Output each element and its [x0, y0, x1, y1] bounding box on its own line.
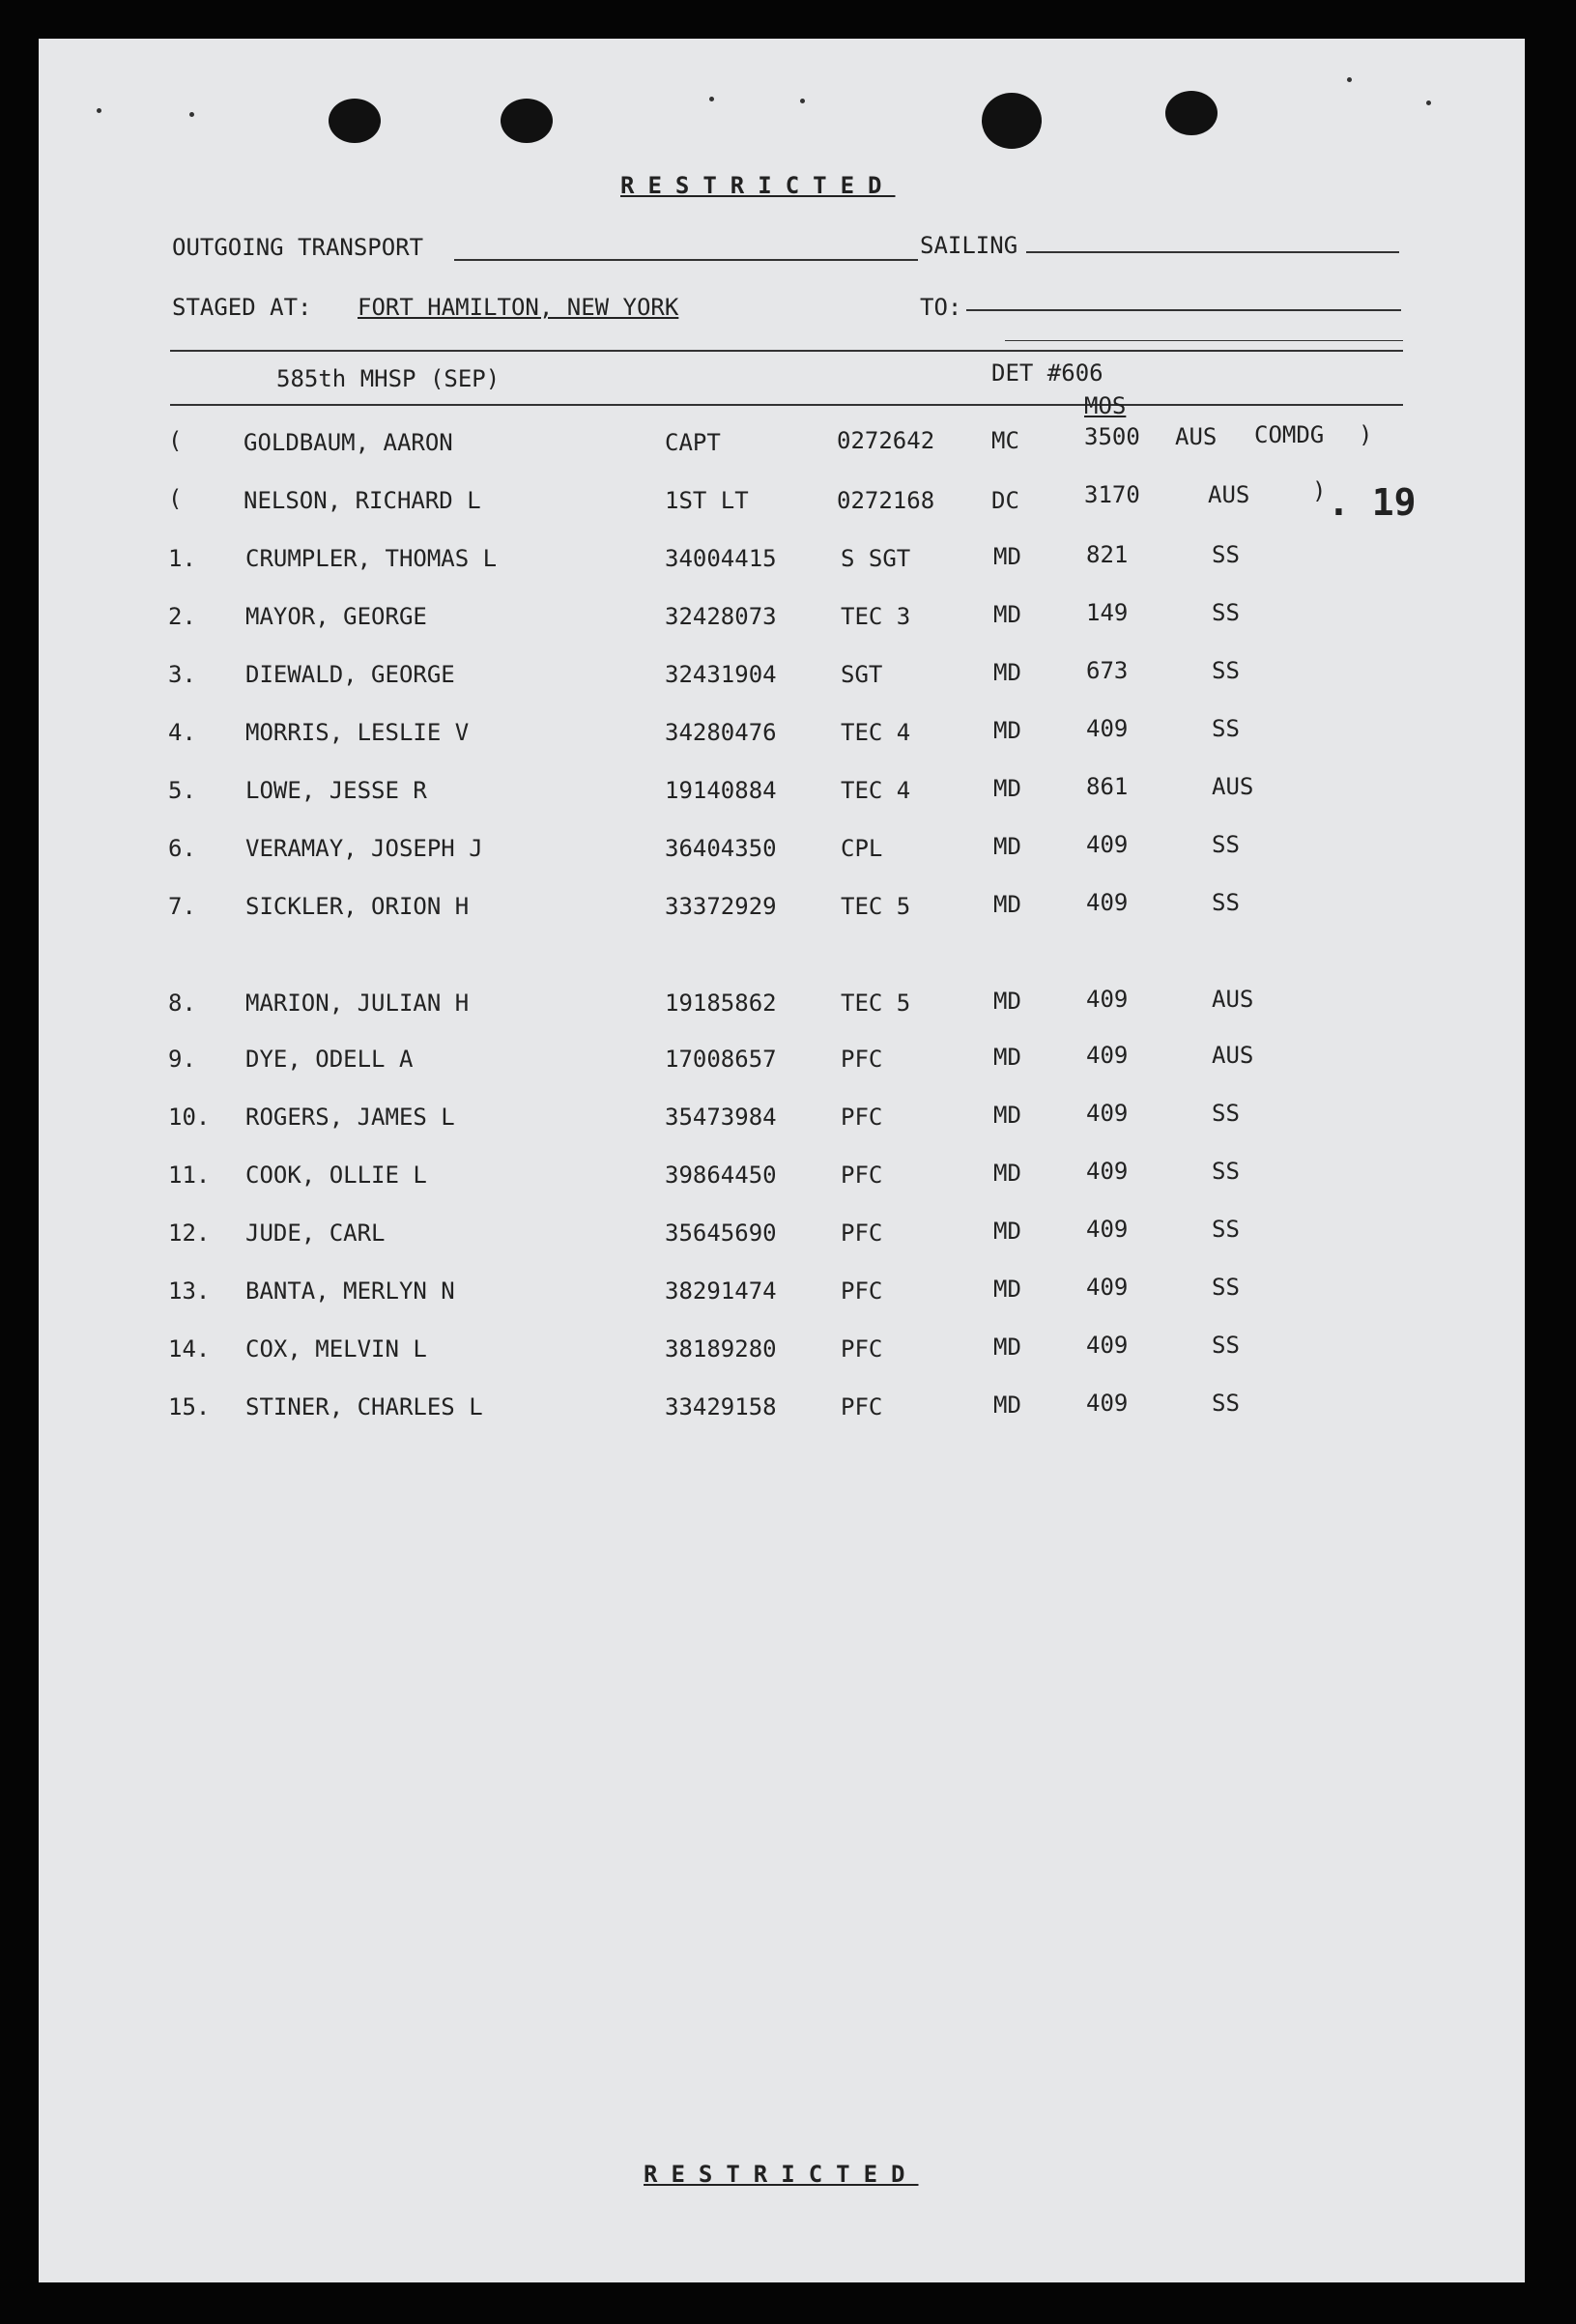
note-cell: COMDG	[1254, 421, 1325, 448]
paper-speck	[800, 99, 805, 103]
mos-cell: 409	[1086, 715, 1129, 742]
row-marker: (	[168, 427, 183, 454]
mos-cell: 861	[1086, 773, 1129, 800]
serial-cell: 34004415	[665, 545, 777, 572]
rank-cell: TEC 4	[841, 719, 911, 746]
row-number: 10.	[168, 1104, 211, 1131]
transport-blank-line	[454, 259, 918, 261]
mos-cell: 409	[1086, 1274, 1129, 1301]
serial-cell: 17008657	[665, 1046, 777, 1073]
branch-cell: DC	[991, 487, 1019, 514]
document-page	[39, 39, 1525, 2282]
component-cell: SS	[1212, 715, 1240, 742]
rank-cell: PFC	[841, 1335, 883, 1363]
header-rule-1b	[1005, 340, 1403, 341]
component-cell: AUS	[1212, 986, 1254, 1013]
row-number: 14.	[168, 1335, 211, 1363]
row-number: 6.	[168, 835, 196, 862]
branch-cell: MD	[993, 1102, 1021, 1129]
rank-cell: CPL	[841, 835, 883, 862]
row-number: 11.	[168, 1162, 211, 1189]
row-number: 12.	[168, 1219, 211, 1247]
serial-cell: 38291474	[665, 1277, 777, 1305]
mos-cell: 3170	[1084, 481, 1140, 508]
branch-cell: MD	[993, 833, 1021, 860]
mos-cell: 673	[1086, 657, 1129, 684]
outgoing-transport-label: OUTGOING TRANSPORT	[172, 234, 424, 261]
to-blank-line	[966, 309, 1401, 311]
name-cell: MARION, JULIAN H	[245, 990, 470, 1017]
name-cell: MORRIS, LESLIE V	[245, 719, 470, 746]
rank-cell: TEC 5	[841, 893, 911, 920]
header-rule-1	[170, 350, 1403, 352]
mos-cell: 149	[1086, 599, 1129, 626]
rank-cell: CAPT	[665, 429, 721, 456]
rank-cell: PFC	[841, 1046, 883, 1073]
rank-cell: PFC	[841, 1277, 883, 1305]
branch-cell: MD	[993, 717, 1021, 744]
header-rule-2	[170, 404, 1403, 406]
row-close: )	[1312, 477, 1327, 504]
sailing-label: SAILING	[920, 232, 1018, 259]
rank-cell: PFC	[841, 1104, 883, 1131]
serial-cell: 35473984	[665, 1104, 777, 1131]
row-number: 4.	[168, 719, 196, 746]
rank-cell: SGT	[841, 661, 883, 688]
component-cell: SS	[1212, 1274, 1240, 1301]
sailing-blank-line	[1026, 251, 1399, 253]
serial-cell: 32428073	[665, 603, 777, 630]
rank-cell: 1ST LT	[665, 487, 749, 514]
branch-cell: MD	[993, 1218, 1021, 1245]
component-cell: SS	[1212, 541, 1240, 568]
component-cell: SS	[1212, 599, 1240, 626]
name-cell: DYE, ODELL A	[245, 1046, 414, 1073]
unit-label: 585th MHSP (SEP)	[276, 365, 501, 392]
branch-cell: MD	[993, 1276, 1021, 1303]
mos-cell: 3500	[1084, 423, 1140, 450]
branch-cell: MD	[993, 601, 1021, 628]
serial-cell: 33372929	[665, 893, 777, 920]
serial-cell: 34280476	[665, 719, 777, 746]
serial-cell: 38189280	[665, 1335, 777, 1363]
name-cell: JUDE, CARL	[245, 1219, 386, 1247]
serial-cell: 35645690	[665, 1219, 777, 1247]
row-number: 9.	[168, 1046, 196, 1073]
row-marker: (	[168, 485, 183, 512]
serial-cell: 19185862	[665, 990, 777, 1017]
name-cell: COOK, OLLIE L	[245, 1162, 427, 1189]
mos-cell: 409	[1086, 1332, 1129, 1359]
row-number: 13.	[168, 1277, 211, 1305]
mos-cell: 409	[1086, 889, 1129, 916]
serial-cell: 0272168	[837, 487, 935, 514]
row-number: 15.	[168, 1393, 211, 1420]
component-cell: SS	[1212, 1390, 1240, 1417]
name-cell: GOLDBAUM, AARON	[244, 429, 453, 456]
mos-cell: 409	[1086, 831, 1129, 858]
row-number: 7.	[168, 893, 196, 920]
serial-cell: 33429158	[665, 1393, 777, 1420]
mos-cell: 409	[1086, 1100, 1129, 1127]
paper-speck	[1347, 77, 1352, 82]
serial-cell: 19140884	[665, 777, 777, 804]
punch-hole	[501, 99, 553, 143]
to-label: TO:	[920, 294, 962, 321]
rank-cell: PFC	[841, 1393, 883, 1420]
paper-speck	[189, 112, 194, 117]
mos-cell: 409	[1086, 1216, 1129, 1243]
branch-cell: MD	[993, 1334, 1021, 1361]
component-cell: AUS	[1208, 481, 1250, 508]
name-cell: NELSON, RICHARD L	[244, 487, 481, 514]
branch-cell: MD	[993, 891, 1021, 918]
mos-cell: 409	[1086, 1042, 1129, 1069]
paper-speck	[709, 97, 714, 101]
mos-cell: 409	[1086, 1390, 1129, 1417]
branch-cell: MD	[993, 1392, 1021, 1419]
punch-hole	[982, 93, 1042, 149]
det-label: DET #606	[991, 359, 1103, 387]
row-number: 5.	[168, 777, 196, 804]
page-number: . 19	[1328, 481, 1417, 524]
name-cell: ROGERS, JAMES L	[245, 1104, 455, 1131]
rank-cell: TEC 4	[841, 777, 911, 804]
component-cell: SS	[1212, 1216, 1240, 1243]
staged-at-label: STAGED AT:	[172, 294, 312, 321]
component-cell: SS	[1212, 889, 1240, 916]
component-cell: SS	[1212, 1158, 1240, 1185]
component-cell: AUS	[1175, 423, 1218, 450]
punch-hole	[1165, 91, 1218, 135]
component-cell: SS	[1212, 657, 1240, 684]
name-cell: BANTA, MERLYN N	[245, 1277, 455, 1305]
paper-speck	[1426, 100, 1431, 105]
component-cell: AUS	[1212, 1042, 1254, 1069]
paper-speck	[97, 108, 101, 113]
classification-top: RESTRICTED	[620, 172, 896, 199]
mos-cell: 409	[1086, 1158, 1129, 1185]
serial-cell: 0272642	[837, 427, 935, 454]
component-cell: AUS	[1212, 773, 1254, 800]
rank-cell: TEC 3	[841, 603, 911, 630]
serial-cell: 39864450	[665, 1162, 777, 1189]
component-cell: SS	[1212, 1332, 1240, 1359]
classification-bottom: RESTRICTED	[644, 2161, 919, 2188]
branch-cell: MC	[991, 427, 1019, 454]
rank-cell: PFC	[841, 1219, 883, 1247]
branch-cell: MD	[993, 543, 1021, 570]
name-cell: LOWE, JESSE R	[245, 777, 427, 804]
staged-at-value: FORT HAMILTON, NEW YORK	[358, 294, 679, 321]
mos-cell: 821	[1086, 541, 1129, 568]
component-cell: SS	[1212, 1100, 1240, 1127]
serial-cell: 32431904	[665, 661, 777, 688]
rank-cell: TEC 5	[841, 990, 911, 1017]
branch-cell: MD	[993, 775, 1021, 802]
serial-cell: 36404350	[665, 835, 777, 862]
row-number: 3.	[168, 661, 196, 688]
row-number: 1.	[168, 545, 196, 572]
mos-cell: 409	[1086, 986, 1129, 1013]
name-cell: VERAMAY, JOSEPH J	[245, 835, 483, 862]
row-number: 2.	[168, 603, 196, 630]
component-cell: SS	[1212, 831, 1240, 858]
name-cell: DIEWALD, GEORGE	[245, 661, 455, 688]
branch-cell: MD	[993, 1044, 1021, 1071]
branch-cell: MD	[993, 659, 1021, 686]
name-cell: SICKLER, ORION H	[245, 893, 470, 920]
name-cell: MAYOR, GEORGE	[245, 603, 427, 630]
rank-cell: S SGT	[841, 545, 911, 572]
mos-column-header: MOS	[1084, 392, 1127, 419]
branch-cell: MD	[993, 988, 1021, 1015]
punch-hole	[329, 99, 381, 143]
name-cell: STINER, CHARLES L	[245, 1393, 483, 1420]
branch-cell: MD	[993, 1160, 1021, 1187]
rank-cell: PFC	[841, 1162, 883, 1189]
row-close: )	[1359, 421, 1373, 448]
name-cell: CRUMPLER, THOMAS L	[245, 545, 498, 572]
name-cell: COX, MELVIN L	[245, 1335, 427, 1363]
row-number: 8.	[168, 990, 196, 1017]
